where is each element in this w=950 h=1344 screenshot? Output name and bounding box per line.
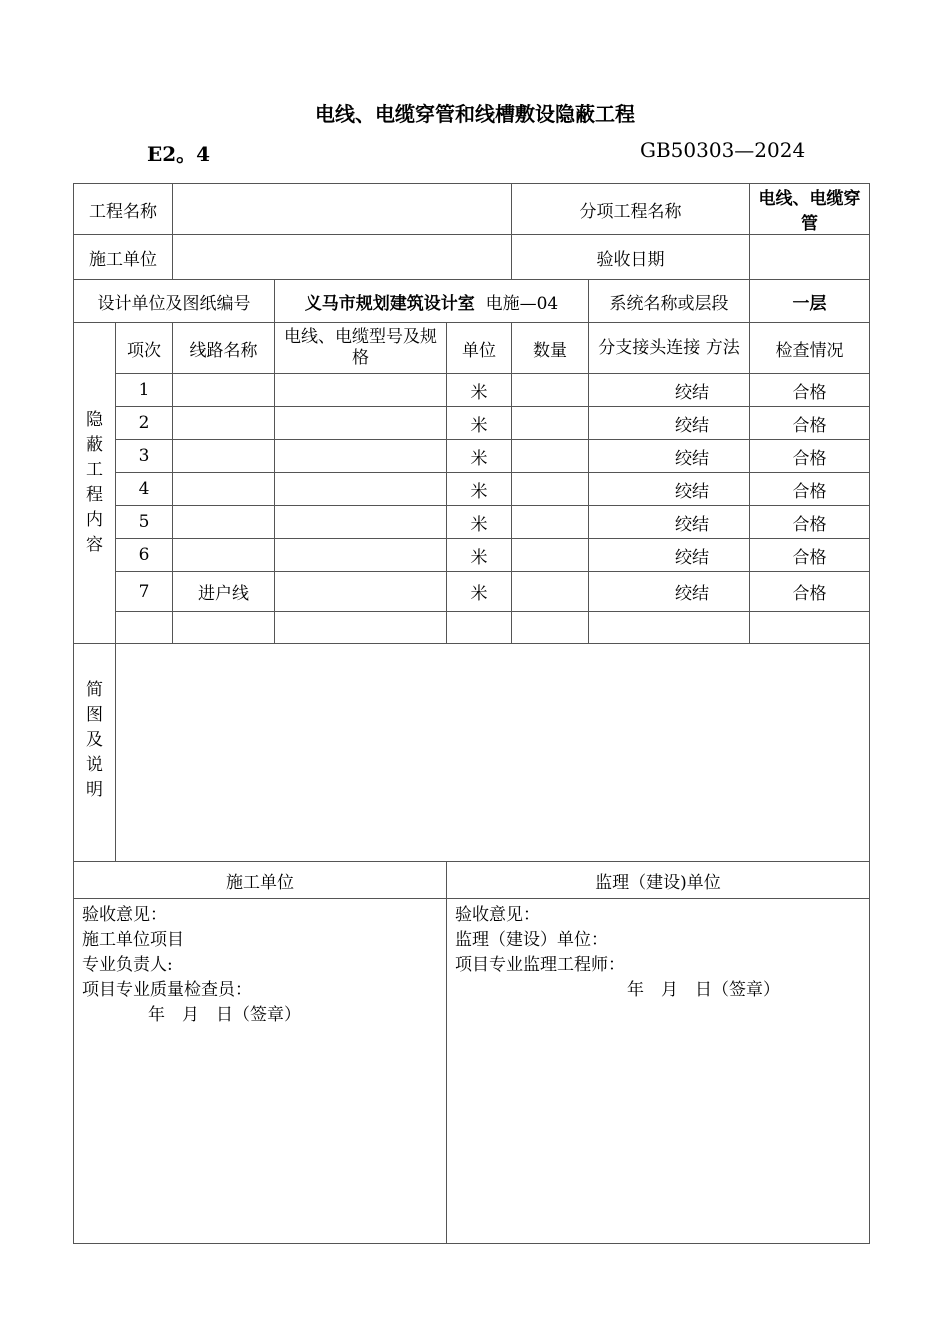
row-method <box>589 612 750 644</box>
row-method: 绞结 <box>589 473 750 506</box>
row-unit: 米 <box>447 473 512 506</box>
design-org: 义马市规划建筑设计室 <box>304 293 475 314</box>
row-line-name[interactable] <box>173 612 275 644</box>
table-row <box>74 473 870 506</box>
row-unit <box>447 612 512 644</box>
row-line-name[interactable] <box>173 440 275 473</box>
column-header-row <box>74 323 870 374</box>
row-quantity[interactable] <box>512 407 589 440</box>
row-inspection: 合格 <box>750 539 870 572</box>
row-unit: 米 <box>447 539 512 572</box>
row-model[interactable] <box>275 506 447 539</box>
project-row <box>74 184 870 235</box>
row-inspection: 合格 <box>750 473 870 506</box>
row-model[interactable] <box>275 374 447 407</box>
contractor-date-stamp: 年 月 日（签章） <box>148 1005 301 1025</box>
design-row <box>74 280 870 323</box>
col-inspection: 检查情况 <box>750 323 870 374</box>
form-code: E2。4 <box>147 142 211 166</box>
row-unit: 米 <box>447 407 512 440</box>
row-method: 绞结 <box>589 440 750 473</box>
supervisor-unit-label: 监理（建设）单位： <box>455 930 608 950</box>
row-model[interactable] <box>275 572 447 612</box>
sketch-row <box>74 644 870 862</box>
contractor-inspector-label: 项目专业质量检查员： <box>82 980 252 1000</box>
row-method: 绞结 <box>589 572 750 612</box>
row-inspection <box>750 612 870 644</box>
row-item: 4 <box>116 473 173 506</box>
design-field[interactable] <box>275 280 589 323</box>
row-line-name[interactable] <box>173 539 275 572</box>
supervisor-opinion-label: 验收意见： <box>455 905 540 925</box>
col-quantity: 数量 <box>512 323 589 374</box>
col-line-name: 线路名称 <box>173 323 275 374</box>
row-quantity[interactable] <box>512 539 589 572</box>
supervisor-sign-area[interactable] <box>447 899 870 1244</box>
sketch-section-label: 简图及说明 <box>74 644 116 862</box>
row-model[interactable] <box>275 539 447 572</box>
hidden-work-section-label: 隐蔽工程内容 <box>74 323 116 644</box>
row-line-name[interactable] <box>173 374 275 407</box>
project-name-field[interactable] <box>173 184 512 235</box>
row-inspection: 合格 <box>750 506 870 539</box>
row-method: 绞结 <box>589 407 750 440</box>
row-method: 绞结 <box>589 506 750 539</box>
row-unit: 米 <box>447 572 512 612</box>
row-model[interactable] <box>275 440 447 473</box>
col-unit: 单位 <box>447 323 512 374</box>
row-inspection: 合格 <box>750 407 870 440</box>
row-unit: 米 <box>447 440 512 473</box>
table-row <box>74 539 870 572</box>
row-quantity[interactable] <box>512 374 589 407</box>
row-quantity[interactable] <box>512 506 589 539</box>
contractor-responsible-label: 专业负责人: <box>82 955 173 975</box>
system-label: 系统名称或层段 <box>589 280 750 323</box>
project-name-label: 工程名称 <box>74 184 173 235</box>
row-model[interactable] <box>275 612 447 644</box>
acceptance-date-label: 验收日期 <box>512 235 750 280</box>
row-line-name[interactable]: 进户线 <box>173 572 275 612</box>
row-line-name[interactable] <box>173 407 275 440</box>
row-item: 5 <box>116 506 173 539</box>
row-item: 3 <box>116 440 173 473</box>
row-inspection: 合格 <box>750 440 870 473</box>
contractor-sign-header: 施工单位 <box>74 862 447 899</box>
col-method: 分支接头连接 方法 <box>589 323 750 374</box>
contractor-opinion-label: 验收意见： <box>82 905 167 925</box>
drawing-number: 电施—04 <box>485 293 559 314</box>
sub-project-field[interactable]: 电线、电缆穿管 <box>750 184 870 235</box>
document-title: 电线、电缆穿管和线槽敷设隐蔽工程 <box>315 102 635 126</box>
contractor-project-label: 施工单位项目 <box>82 930 184 950</box>
supervisor-sign-header: 监理（建设)单位 <box>447 862 870 899</box>
row-quantity[interactable] <box>512 440 589 473</box>
row-item: 1 <box>116 374 173 407</box>
inspection-form-table <box>73 183 870 1244</box>
table-row <box>74 440 870 473</box>
sketch-area[interactable] <box>116 644 870 862</box>
acceptance-date-field[interactable] <box>750 235 870 280</box>
table-row <box>74 407 870 440</box>
sign-header-row <box>74 862 870 899</box>
row-inspection: 合格 <box>750 572 870 612</box>
row-item: 6 <box>116 539 173 572</box>
row-line-name[interactable] <box>173 506 275 539</box>
row-item <box>116 612 173 644</box>
row-item: 2 <box>116 407 173 440</box>
col-item: 项次 <box>116 323 173 374</box>
design-label: 设计单位及图纸编号 <box>74 280 275 323</box>
contractor-sign-area[interactable] <box>74 899 447 1244</box>
supervisor-engineer-label: 项目专业监理工程师： <box>455 955 625 975</box>
sub-project-label: 分项工程名称 <box>512 184 750 235</box>
table-row <box>74 374 870 407</box>
row-unit: 米 <box>447 506 512 539</box>
row-method: 绞结 <box>589 539 750 572</box>
standard-code: GB50303—2024 <box>640 138 806 162</box>
row-model[interactable] <box>275 473 447 506</box>
row-method: 绞结 <box>589 374 750 407</box>
table-row <box>74 612 870 644</box>
system-field[interactable]: 一层 <box>750 280 870 323</box>
row-quantity[interactable] <box>512 612 589 644</box>
table-row <box>74 572 870 612</box>
col-model: 电线、电缆型号及规格 <box>275 323 447 374</box>
row-model[interactable] <box>275 407 447 440</box>
contractor-field[interactable] <box>173 235 512 280</box>
contractor-label: 施工单位 <box>74 235 173 280</box>
row-quantity[interactable] <box>512 473 589 506</box>
sign-body-row <box>74 899 870 1244</box>
table-row <box>74 506 870 539</box>
row-item: 7 <box>116 572 173 612</box>
contractor-row <box>74 235 870 280</box>
row-line-name[interactable] <box>173 473 275 506</box>
supervisor-date-stamp: 年 月 日（签章） <box>627 980 780 1000</box>
row-inspection: 合格 <box>750 374 870 407</box>
row-unit: 米 <box>447 374 512 407</box>
row-quantity[interactable] <box>512 572 589 612</box>
